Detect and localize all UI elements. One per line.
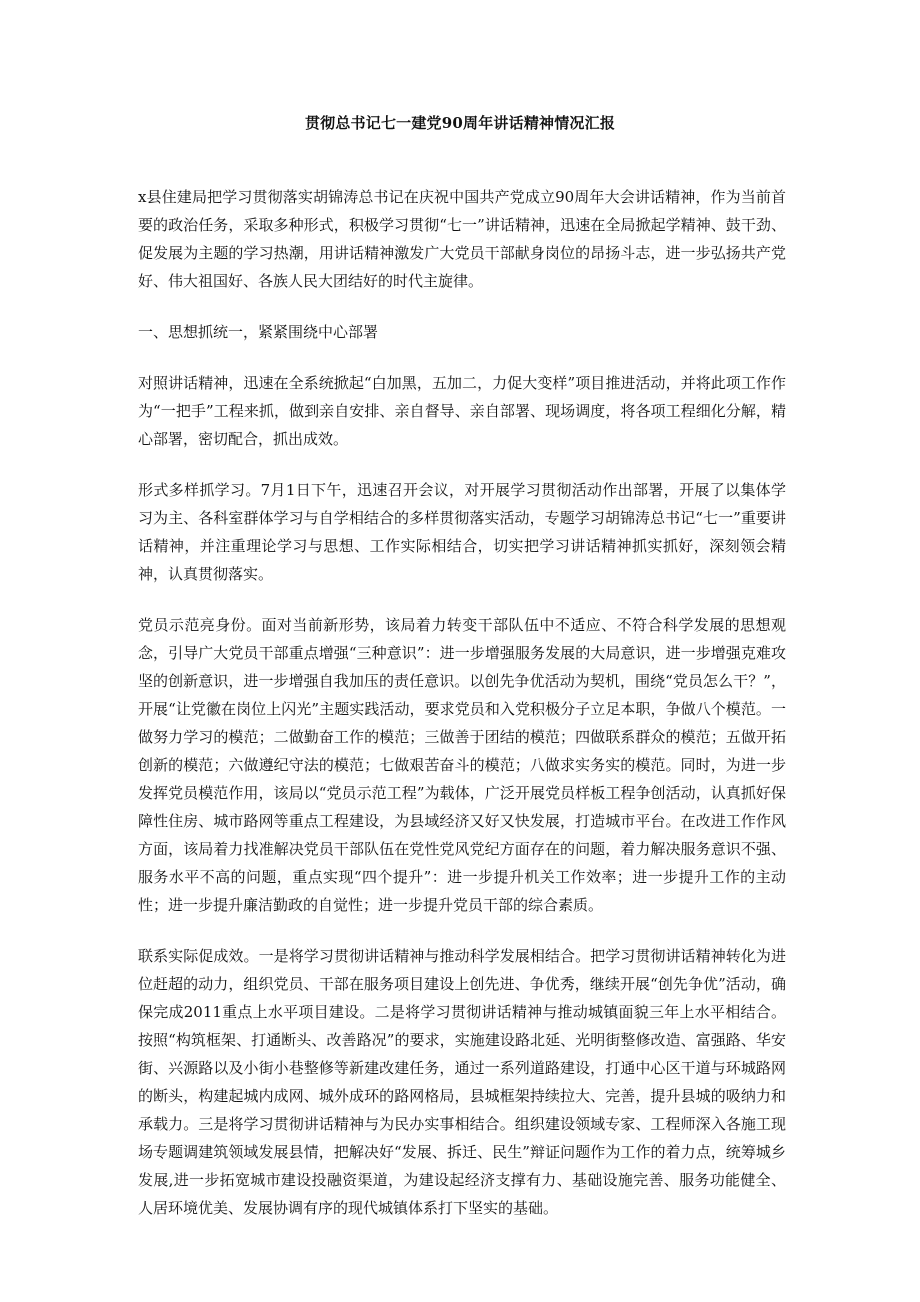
section-heading: 一、思想抓统一，紧紧围绕中心部署 — [138, 323, 379, 341]
document-body — [138, 183, 786, 1245]
paragraph-party-members: 党员示范亮身份。面对当前新形势，该局着力转变干部队伍中不适应、不符合科学发展的思想观念，引导广大党员干部重点增强“三种意识”：进一步增强服务发展的大局意识，进一步增强克难攻坚的创新意识，进一步增强自我加压的责任意识。以创先争优活动为契机，围绕“党员怎么干？”，开展“让党徽在岗位上闪光”主题实践活动，要求党员和入党积极分子立足本职，争做八个模范。一做努力学习的模范；二做勤奋工作的模范；三做善于团结的模范；四做联系群众的模范；五做开拓创新的模范；六做遵纪守法的模范；七做艰苦奋斗的模范；八做求实务实的模范。同时，为进一步发挥党员模范作用，该局以“党员示范工程”为载体，广泛开展党员样板工程争创活动，认真抓好保障性住房、城市路网等重点工程建设，为县域经济又好又快发展，打造城市平台。在改进工作作风方面，该局着力找准解决党员干部队伍在党性党风党纪方面存在的问题，着力解决服务意识不强、服务水平不高的问题，重点实现“四个提升”：进一步提升机关工作效率；进一步提升工作的主动性；进一步提升廉洁勤政的自觉性；进一步提升党员干部的综合素质。 — [138, 616, 786, 914]
paragraph-study: 形式多样抓学习。7月1日下午，迅速召开会议，对开展学习贯彻活动作出部署，开展了以集体学习为主、各科室群体学习与自学相结合的多样贯彻落实活动，专题学习胡锦涛总书记“七一”重要讲话精神，并注重理论学习与思想、工作实际相结合，切实把学习讲话精神抓实抓好，深刻领会精神，认真贯彻落实。 — [138, 481, 786, 583]
document-title: 贯彻总书记七一建党90周年讲话精神情况汇报 — [304, 114, 616, 132]
paragraph-intro: x县住建局把学习贯彻落实胡锦涛总书记在庆祝中国共产党成立90周年大会讲话精神，作为当前首要的政治任务，采取多种形式，积极学习贯彻“七一”讲话精神，迅速在全局掀起学精神、鼓干劲、促发展为主题的学习热潮，用讲话精神激发广大党员干部献身岗位的昂扬斗志，进一步弘扬共产党好、伟大祖国好、各族人民大团结好的时代主旋律。 — [138, 188, 786, 290]
paragraph-deployment: 对照讲话精神，迅速在全系统掀起“白加黑，五加二，力促大变样”项目推进活动，并将此项工作作为“一把手”工程来抓，做到亲自安排、亲自督导、亲自部署、现场调度，将各项工程细化分解，精心部署，密切配合，抓出成效。 — [138, 374, 786, 448]
paragraph-results: 联系实际促成效。一是将学习贯彻讲话精神与推动科学发展相结合。把学习贯彻讲话精神转化为进位赶超的动力，组织党员、干部在服务项目建设上创先进、争优秀，继续开展“创先争优”活动，确保完成2011重点上水平项目建设。二是将学习贯彻讲话精神与推动城镇面貌三年上水平相结合。按照“构筑框架、打通断头、改善路况”的要求，实施建设路北延、光明街整修改造、富强路、华安街、兴源路以及小街小巷整修等新建改建任务，通过一系列道路建设，打通中心区干道与环城路网的断头，构建起城内成网、城外成环的路网格局，县城框架持续拉大、完善，提升县城的吸纳力和承载力。三是将学习贯彻讲话精神与为民办实事相结合。组织建设领域专家、工程师深入各施工现场专题调建筑领域发展县情，把解决好“发展、拆迁、民生”辩证问题作为工作的着力点，统筹城乡发展,进一步拓宽城市建设投融资渠道，为建设起经济支撑有力、基础设施完善、服务功能健全、人居环境优美、发展协调有序的现代城镇体系打下坚实的基础。 — [138, 947, 786, 1217]
